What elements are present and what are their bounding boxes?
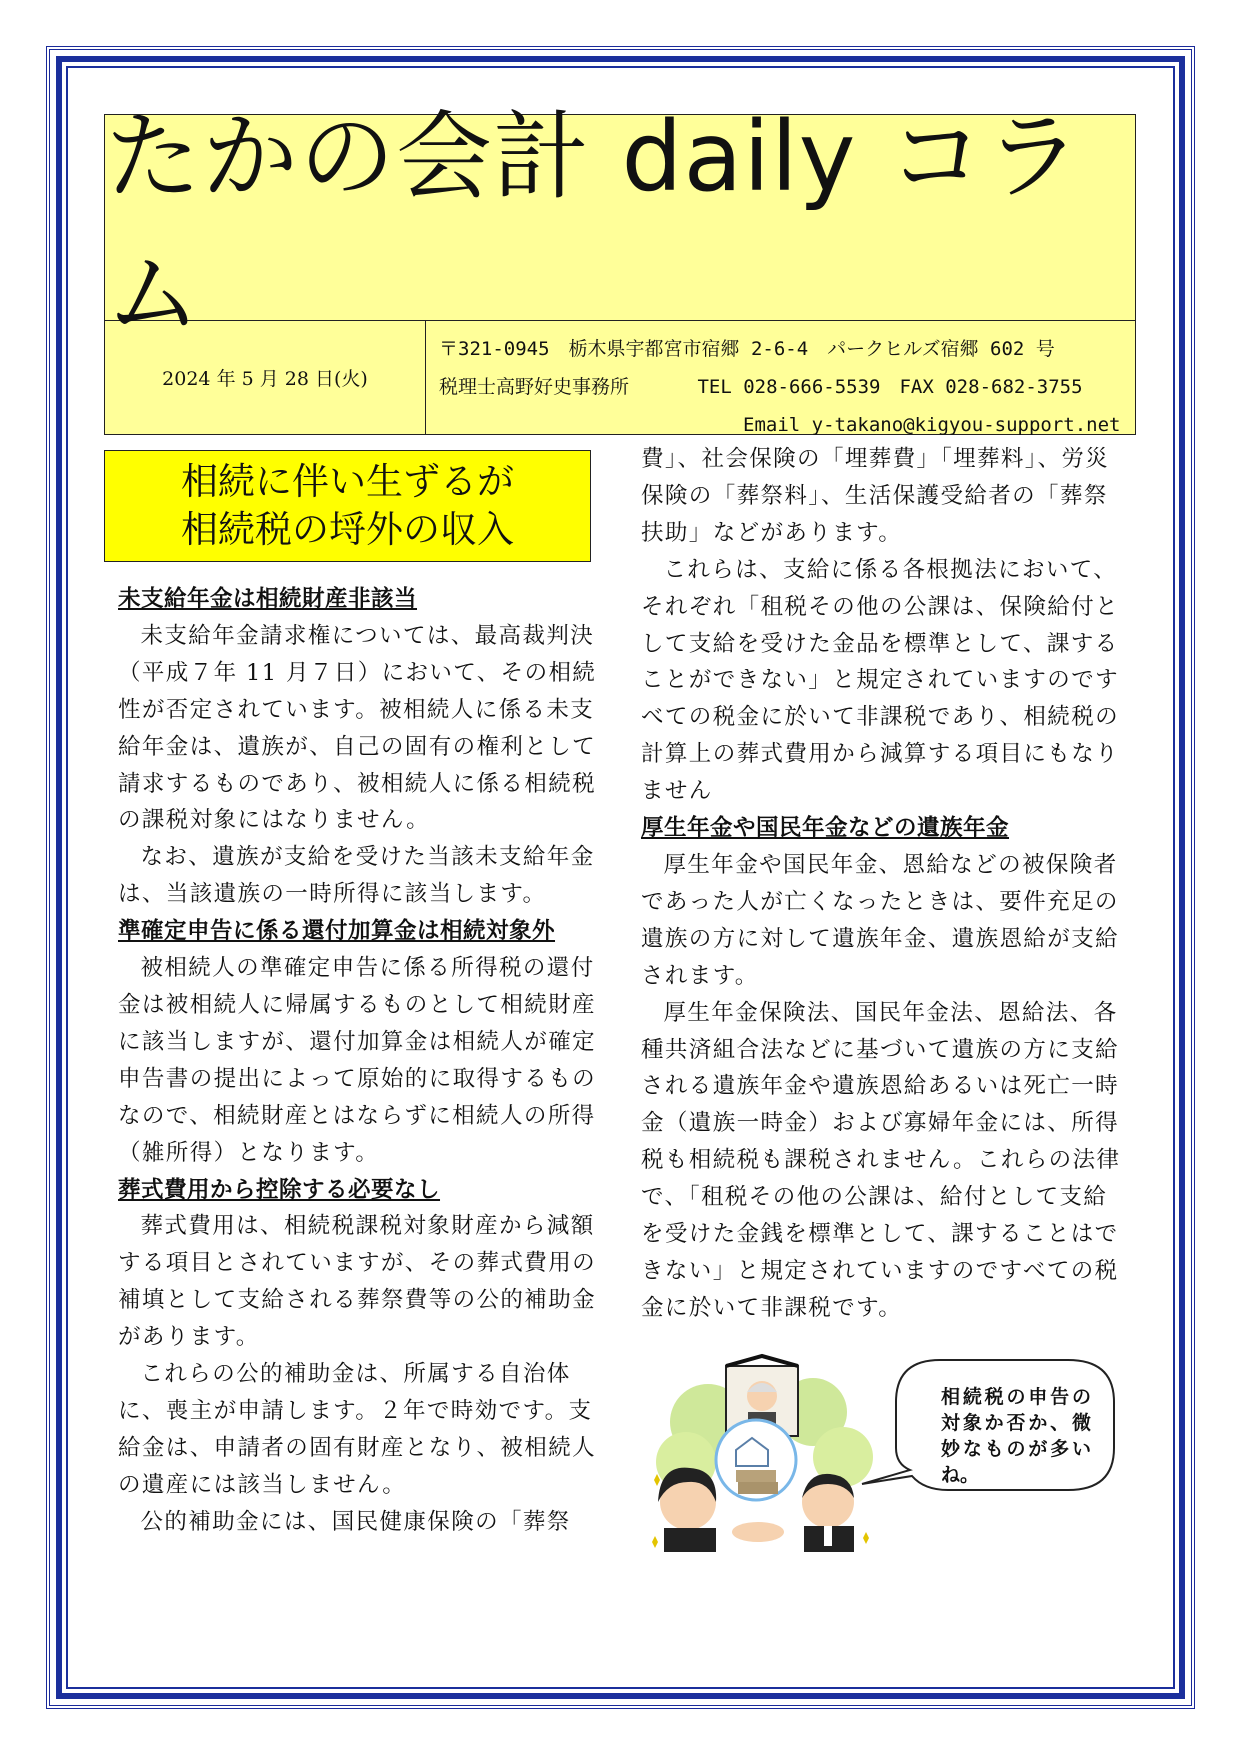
paragraph: 被相続人の準確定申告に係る所得税の還付金は被相続人に帰属するものとして相続財産に該当しますが、還付加算金は相続人が確定申告書の提出によって原始的に取得するものなので、相続財産とはならずに相続人の所得（雑所得）となります。: [118, 955, 597, 1166]
paragraph: 葬式費用は、相続税課税対象財産から減額する項目とされていますが、その葬式費用の補填として支給される葬祭費等の公的補助金があります。: [118, 1213, 597, 1351]
paragraph: これらの公的補助金は、所属する自治体に、喪主が申請します。２年で時効です。支給金は、申請者の固有財産となり、被相続人の遺産には該当しません。: [118, 1361, 597, 1498]
address: 〒321-0945 栃木県宇都宮市宿郷 2-6-4 パークヒルズ宿郷 602 号: [439, 338, 1055, 360]
paragraph: 厚生年金保険法、国民年金法、恩給法、各種共済組合法などに基づいて遺族の方に支給される遺族年金や遺族恩給あるいは死亡一時金（遺族一時金）および寡婦年金には、所得税も相続税も課税されません。これらの法律で、「租税その他の公課は、給付として支給を受けた金銭を標準として、課することはできない」と規定されていますのですべての税金に於いて非課税です。: [641, 999, 1121, 1321]
email: Email y-takano@kigyou-support.net: [743, 414, 1121, 436]
paragraph: 公的補助金には、国民健康保険の「葬祭: [140, 1508, 571, 1535]
masthead-title: たかの会計 daily コラム: [105, 115, 1135, 321]
section-heading: 葬式費用から控除する必要なし: [118, 1176, 441, 1203]
left-column: [118, 581, 600, 1541]
paragraph: なお、遺族が支給を受けた当該未支給年金は、当該遺族の一時所得に該当します。: [118, 844, 595, 908]
paragraph: 費」、社会保険の「埋葬費」「埋葬料」、労災保険の「葬祭料」、生活保護受給者の「葬祭扶助」などがあります。: [641, 446, 1110, 546]
section-heading: 厚生年金や国民年金などの遺族年金: [641, 815, 1010, 842]
tel-fax: TEL 028-666-5539 FAX 028-682-3755: [697, 376, 1083, 398]
issue-date: 2024 年 5 月 28 日(火): [105, 320, 426, 434]
contact-block: [439, 330, 1121, 444]
paragraph: これらは、支給に係る各根拠法において、それぞれ「租税その他の公課は、保険給付として支給を受けた金品を標準として、課することができない」と規定されていますのですべての税金に於いて非課税であり、相続税の計算上の葬式費用から減算する項目にもなりません: [641, 556, 1120, 805]
article-title-line2: 相続税の埒外の収入: [181, 508, 514, 551]
section-heading: 未支給年金は相続財産非該当: [118, 586, 418, 612]
article-title-line1: 相続に伴い生ずるが: [181, 460, 514, 503]
paragraph: 未支給年金請求権については、最高裁判決（平成７年 11 月７日）において、その相続性が否定されています。被相続人に係る未支給年金は、遺族が、自己の固有の権利として請求するものであり、被相続人に係る相続税の課税対象にはなりません。: [118, 622, 597, 834]
paragraph: 厚生年金や国民年金、恩給などの被保険者であった人が亡くなったときは、要件充足の遺族の方に対して遺族年金、遺族恩給が支給されます。: [641, 851, 1120, 989]
header-box: [104, 100, 1136, 436]
speech-bubble-text: 相続税の申告の対象か否か、微妙なものが多いね。: [941, 1386, 1091, 1486]
section-heading: 準確定申告に係る還付加算金は相続対象外: [118, 918, 556, 945]
right-column: [641, 441, 1125, 1327]
office-name: 税理士高野好史事務所: [439, 376, 630, 398]
office-line: [439, 368, 1121, 406]
article-title: [104, 450, 591, 562]
